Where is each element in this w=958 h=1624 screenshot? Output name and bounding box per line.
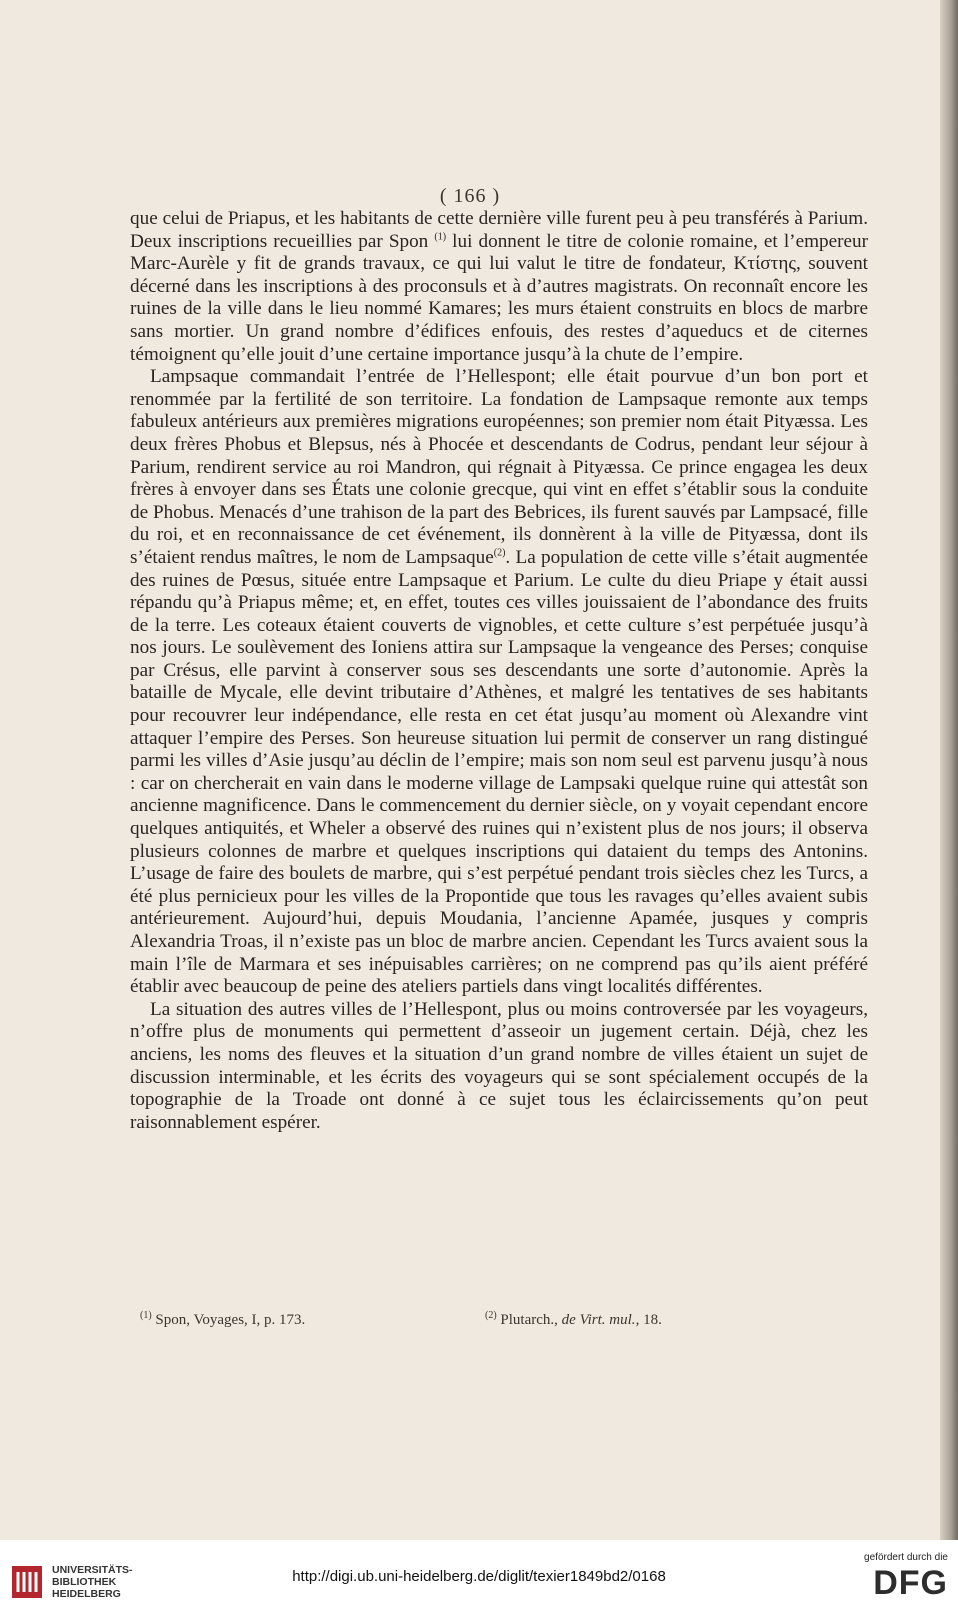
footnote-marker: (2) — [485, 1310, 497, 1321]
footnote-text: Plutarch., — [500, 1312, 562, 1328]
dfg-logo: DFG — [873, 1564, 948, 1602]
viewer-footer — [0, 1540, 958, 1624]
footnote-reference: (1) — [434, 231, 447, 243]
paragraph: La situation des autres villes de l’Hellespont, plus ou moins controversée par les voyageurs, n’offre plus de monuments qui permettent d’asseoir un jugement certain. Déjà, chez les anciens, les noms des fleuves et la situation d’un grand nombre de villes étaient un sujet de discussion interminable, et les écrits des voyageurs qui se sont spécialement occupés de la topographie de la Troade ont donné à ce sujet tous les éclaircissements qu’on peut raisonnablement espérer. — [130, 998, 868, 1133]
paragraph: Lampsaque commandait l’entrée de l’Hellespont; elle était pourvue d’un bon port et renommée par la fertilité de son territoire. La fondation de Lampsaque remonte aux temps fabuleux antérieurs aux premières migrations européennes; son premier nom était Pityæssa. Les deux frères Phobus et Blepsus, nés à Phocée et descendants de Codrus, pendant leur séjour à Parium, rendirent service au roi Mandron, qui régnait à Pityæssa. Ce prince engagea les deux frères à envoyer dans ses États une colonie grecque, qui vint en effet s’établir sous la conduite de Phobus. Menacés d’une trahison de la part des Bebrices, ils furent sauvés par Lampsacé, fille du roi, et en reconnaissance de cet événement, ils donnèrent à la ville de Pityæssa, dont ils s’étaient rendus maîtres, le nom de Lampsaque$^{(2)}$. La population de cette ville s’était augmentée des ruines de Pœsus, située entre Lampsaque et Parium. Le culte du dieu Priape y était aussi répandu qu’à Priapus même; et, en effet, toutes ces villes jouissaient de l’abondance des fruits de la terre. Les coteaux étaient couverts de vignobles, et cette culture s’est perpétuée jusqu’à nos jours. Le soulèvement des Ioniens attira sur Lampsaque la vengeance des Perses; conquise par Crésus, elle parvint à conserver sous ses descendants une sorte d’autonomie. Après la bataille de Mycale, elle devint tributaire d’Athènes, et malgré les tentatives de ses habitants pour recouvrer leur indépendance, elle resta en cet état jusqu’au moment où Alexandre vint attaquer l’empire des Perses. Son heureuse situation lui permit de conserver un rang distingué parmi les villes d’Asie jusqu’au déclin de l’empire; mais son nom seul est parvenu jusqu’à nous : car on chercherait en vain dans le moderne village de Lampsaki quelque ruine qui attestât son ancienne magnificence. Dans le commencement du dernier siècle, on y voyait cependant encore quelques antiquités, et Wheler a observé des ruines qui n’existent plus de nos jours; il observa plusieurs colonnes de marbre et quelques inscriptions qui dataient du temps des Antonins. L’usage de faire des boulets de marbre, qui s’est perpétué pendant trois siècles chez les Turcs, a été plus pernicieux pour les villes de la Propontide que tous les ravages qu’elles avaient subis antérieurement. Aujourd’hui, depuis Moudania, l’ancienne Apamée, jusques y compris Alexandria Troas, il n’existe pas un bloc de marbre ancien. Cependant les Turcs avaient sous la main l’île de Marmara et ses inépuisables carrières; on ne comprend pas qu’ils aient préféré établir avec beaucoup de peine des ateliers partiels dans vingt localités différentes. — [130, 366, 869, 998]
paragraph: que celui de Priapus, et les habitants de cette dernière ville furent peu à peu transférés à Parium. Deux inscriptions recueillies par Spon $^{(1)}$ lui donnent le titre de colonie romaine, et l’empereur Marc-Aurèle y fit de grands travaux, ce qui lui valut le titre de fondateur, Κτίστης, souvent décerné dans les inscriptions à des proconsuls et à d’autres magistrats. On reconnaît encore les ruines de la ville dans le lieu nommé Kamares; les murs étaient construits en blocs de marbre sans mortier. Un grand nombre d’édifices enfouis, des restes d’aqueducs et de citernes témoignent qu’elle jouit d’une certaine importance jusqu’à la chute de l’empire. — [130, 208, 869, 365]
footnote-reference: (2) — [493, 547, 506, 559]
page-number: ( 166 ) — [439, 185, 501, 207]
footnote-title: de Virt. mul. — [561, 1312, 636, 1328]
footnote-2 — [485, 1312, 662, 1329]
footnote-text: Spon, Voyages, I, p. 173. — [155, 1312, 306, 1328]
sponsor-block — [864, 1552, 948, 1603]
university-library-name: UNIVERSITÄTS- BIBLIOTHEK HEIDELBERG — [52, 1564, 133, 1600]
sponsor-label: gefördert durch die — [864, 1552, 948, 1563]
footnote-marker: (1) — [140, 1310, 152, 1321]
body-text — [130, 208, 868, 1134]
footnote-text-end: , 18. — [635, 1312, 662, 1328]
footnote-1 — [140, 1312, 305, 1329]
permalink-url[interactable]: http://digi.ub.uni-heidelberg.de/diglit/texier1849bd2/0168 — [292, 1568, 666, 1585]
page-edge-shadow — [940, 0, 958, 1540]
